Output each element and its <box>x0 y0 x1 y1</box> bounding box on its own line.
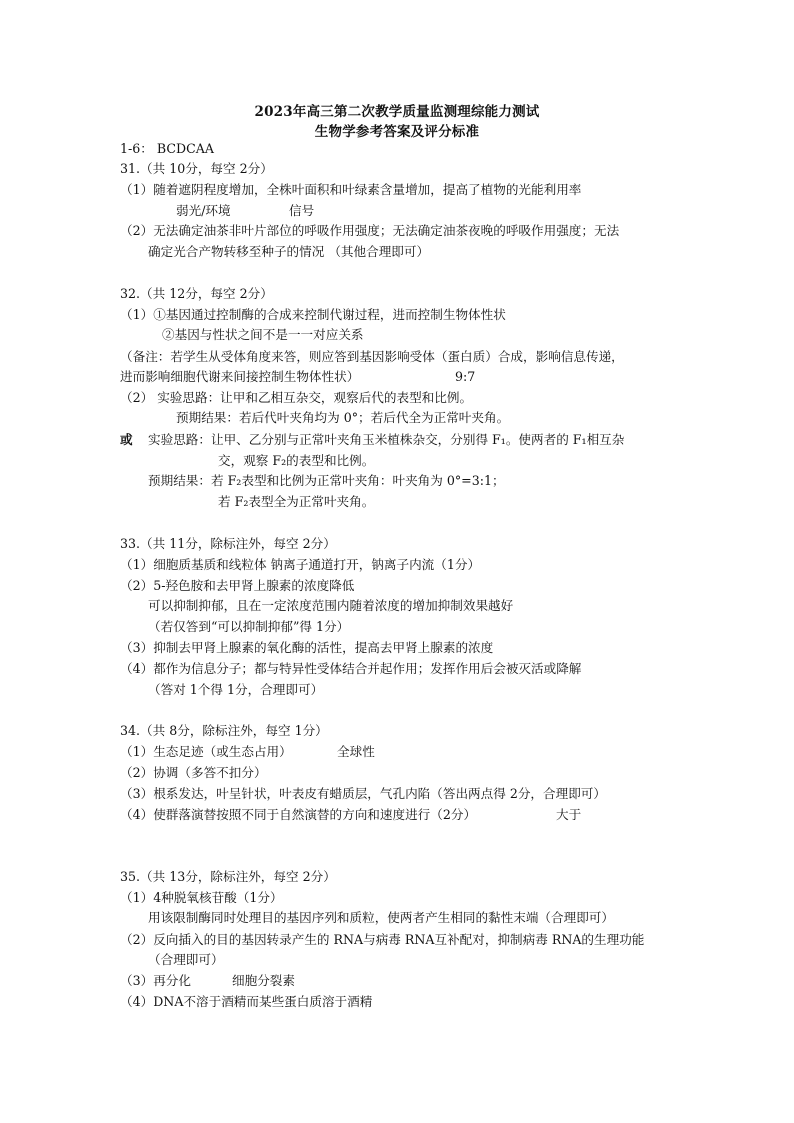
page-subtitle: 生物学参考答案及评分标准 <box>314 124 480 140</box>
q31-line: （1）随着遮阴程度增加，全株叶面积和叶绿素含量增加，提高了植物的光能利用率 <box>120 182 582 197</box>
q32-header: 32.（共 12分，每空 2分） <box>120 286 273 301</box>
q35-line: （2）反向插入的目的基因转录产生的 RNA与病毒 RNA互补配对，抑制病毒 RNA的生理功能 <box>120 932 645 947</box>
q32-line: 交，观察 F₂的表型和比例。 <box>218 453 375 468</box>
multiple-choice-answers: 1-6： BCDCAA <box>120 141 214 156</box>
q35-line: （4）DNA不溶于酒精而某些蛋白质溶于酒精 <box>120 994 373 1009</box>
q31-answer: 信号 <box>289 203 315 218</box>
q35-line: 用该限制酶同时处理目的基因序列和质粒，使两者产生相同的黏性末端（合理即可） <box>148 910 614 925</box>
q35-header: 35.（共 13分，除标注外，每空 2分） <box>120 869 336 884</box>
q32-line: ②基因与性状之间不是一一对应关系 <box>162 327 364 342</box>
q35-line: （合理即可） <box>148 952 224 967</box>
q33-line: （1）细胞质基质和线粒体 钠离子通道打开，钠离子内流（1分） <box>120 557 481 572</box>
q32-line: 预期结果：若后代叶夹角均为 0°；若后代全为正常叶夹角。 <box>176 410 510 425</box>
q34-line: （3）根系发达，叶呈针状，叶表皮有蜡质层，气孔内陷（答出两点得 2分，合理即可） <box>120 786 606 801</box>
q32-note: （备注：若学生从受体角度来答，则应答到基因影响受体（蛋白质）合成，影响信息传递， <box>120 349 624 364</box>
q34-header: 34.（共 8分，除标注外，每空 1分） <box>120 723 328 738</box>
q33-header: 33.（共 11分，除标注外，每空 2分） <box>120 536 336 551</box>
q32-line: 预期结果：若 F₂表型和比例为正常叶夹角：叶夹角为 0°=3:1； <box>148 473 505 488</box>
q32-line: （2） 实验思路：让甲和乙相互杂交，观察后代的表型和比例。 <box>120 390 473 405</box>
q33-line: （若仅答到“可以抑制抑郁”得 1分） <box>148 619 350 634</box>
q34-line: （2）协调（多答不扣分） <box>120 765 267 780</box>
q33-line: （答对 1个得 1分，合理即可） <box>148 682 324 697</box>
q33-line: 可以抑制抑郁，且在一定浓度范围内随着浓度的增加抑制效果越好 <box>148 598 514 613</box>
q33-line: （4）都作为信息分子；都与特异性受体结合并起作用；发挥作用后会被灭活或降解 <box>120 661 582 676</box>
q35-answer: 细胞分裂素 <box>232 973 295 988</box>
q34-answer: 大于 <box>556 807 582 822</box>
q32-line: 若 F₂表型全为正常叶夹角。 <box>218 494 375 509</box>
q34-line: （1）生态足迹（或生态占用） <box>120 744 292 759</box>
q33-line: （2）5-羟色胺和去甲肾上腺素的浓度降低 <box>120 578 355 593</box>
q31-line: 确定光合产物转移至种子的情况 （其他合理即可） <box>148 244 430 259</box>
page-title: 2023年高三第二次教学质量监测理综能力测试 <box>254 104 540 120</box>
q34-line: （4）使群落演替按照不同于自然演替的方向和速度进行（2分） <box>120 807 477 822</box>
q32-line: （1）①基因通过控制酶的合成来控制代谢过程，进而控制生物体性状 <box>120 307 506 322</box>
q31-header: 31.（共 10分，每空 2分） <box>120 161 273 176</box>
q32-ratio: 9:7 <box>455 369 476 384</box>
q32-note: 进而影响细胞代谢来间接控制生物体性状） <box>120 369 360 384</box>
q34-answer: 全球性 <box>337 744 375 759</box>
q33-line: （3）抑制去甲肾上腺素的氧化酶的活性，提高去甲肾上腺素的浓度 <box>120 640 494 655</box>
q35-line: （1）4种脱氧核苷酸（1分） <box>120 890 283 905</box>
q32-line: 实验思路：让甲、乙分别与正常叶夹角玉米植株杂交，分别得 F₁。使两者的 F₁相互杂 <box>148 432 625 447</box>
q31-answer: 弱光/环境 <box>176 203 231 218</box>
q32-or-label: 或 <box>120 432 133 447</box>
q35-line: （3）再分化 <box>120 973 191 988</box>
q31-line: （2）无法确定油茶非叶片部位的呼吸作用强度；无法确定油茶夜晚的呼吸作用强度；无法 <box>120 223 620 238</box>
